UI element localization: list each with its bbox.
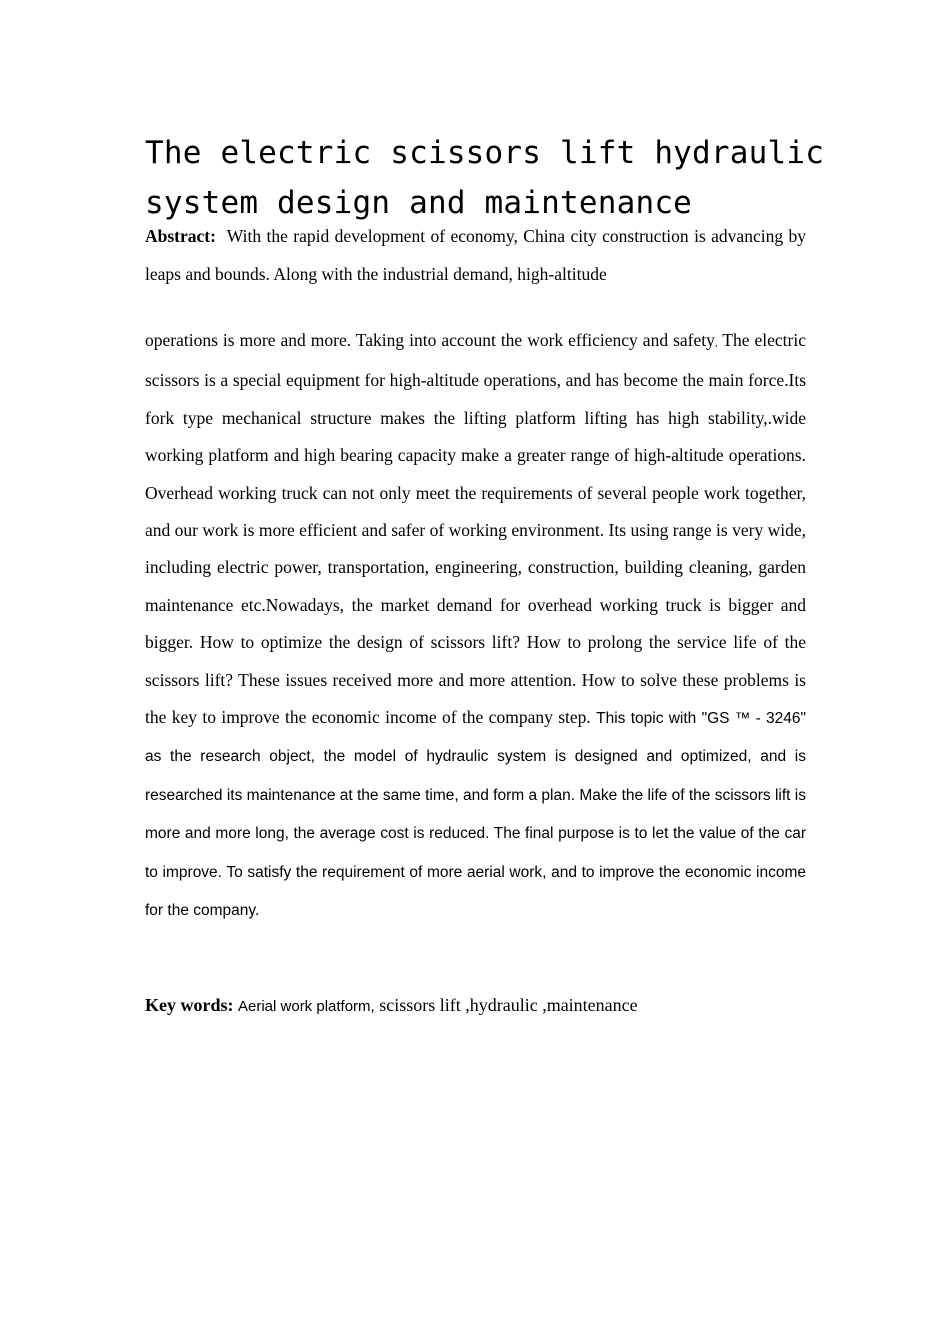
title-line-1: The electric scissors lift hydraulic	[145, 135, 825, 171]
keywords	[145, 988, 806, 1024]
abstract-label: Abstract:	[145, 226, 216, 246]
abstract-text-1: With the rapid development of economy, China city construction is advancing by leaps and bounds. Along with the industrial demand, high-altitude	[145, 226, 807, 284]
abstract-text-2-lead: operations is more and more. Taking into account the work efficiency and safety	[145, 330, 715, 350]
abstract-text-2: The electric scissors is a special equipment for high-altitude operations, and has become the main force.Its fork type mechanical structure makes the lifting platform lifting has high stability,.wide working platform and high bearing capacity make a greater range of high-altitude operations. Overhead working truck can not only meet the requirements of several people work together, and our work is more efficient and safer of working environment. Its using range is very wide, including electric power, transportation, engineering, construction, building cleaning, garden maintenance etc.Nowadays, the market demand for overhead working truck is bigger and bigger. How to optimize the design of scissors lift? How to prolong the service life of the scissors lift? These issues received more and more attention. How to solve these problems is the key to improve the economic income of the company step.	[145, 330, 806, 728]
abstract-text-3: This topic with "GS ™ - 3246" as the research object, the model of hydraulic system is designed and optimized, and is researched its maintenance at the same time, and form a plan. Make the life of the scissors lift is more and more long, the average cost is reduced. The final purpose is to let the value of the car to improve. To satisfy the requirement of more aerial work, and to improve the economic income for the company.	[145, 710, 806, 920]
title-line-2: system design and maintenance	[145, 185, 693, 221]
abstract-comma: ,	[714, 337, 718, 349]
page-title	[145, 128, 825, 228]
keywords-label: Key words:	[145, 995, 234, 1015]
keywords-sans: Aerial work platform,	[238, 998, 375, 1015]
abstract-paragraph-2	[145, 322, 806, 930]
abstract-paragraph-1	[145, 218, 806, 293]
keywords-serif: scissors lift ,hydraulic ,maintenance	[379, 995, 638, 1015]
